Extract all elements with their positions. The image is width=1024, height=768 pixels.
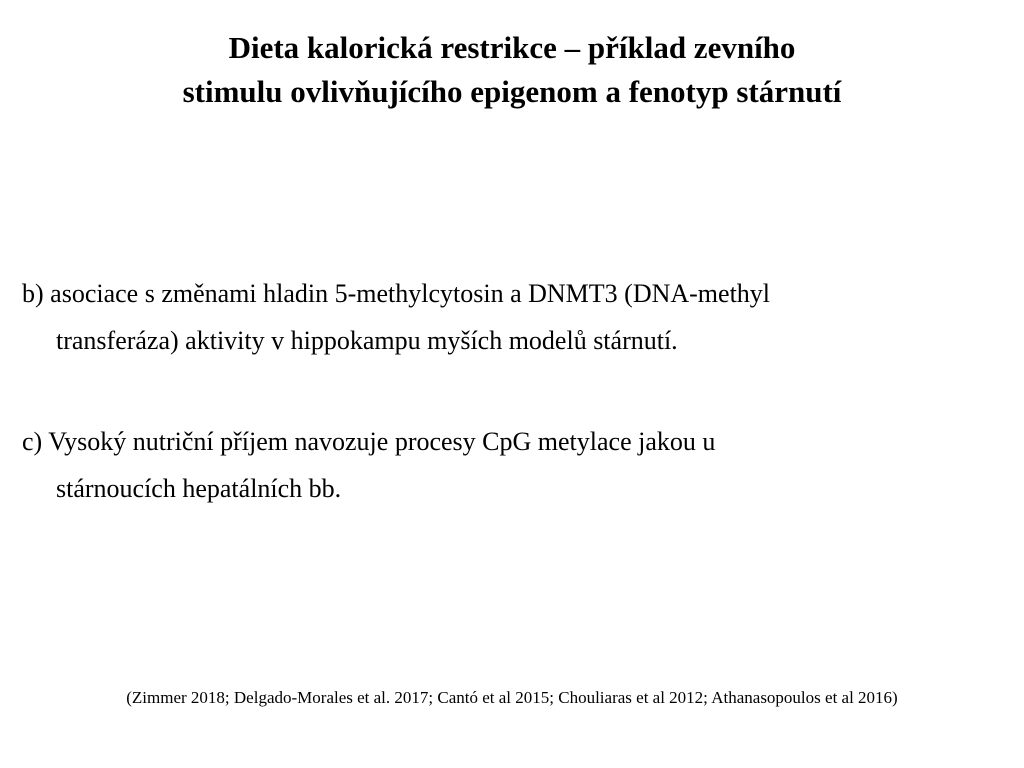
bullet-point-b-line-2: transferáza) aktivity v hippokampu myších modelů stárnutí. — [56, 326, 678, 355]
bullet-point-c — [22, 418, 1012, 512]
bullet-point-c-line-2: stárnoucích hepatálních bb. — [56, 474, 342, 503]
references: (Zimmer 2018; Delgado-Morales et al. 2017; Cantó et al 2015; Chouliaras et al 2012; Athanasopoulos et al 2016) — [126, 688, 898, 707]
bullet-point-c-line-1: c) Vysoký nutriční příjem navozuje procesy CpG metylace jakou u — [22, 427, 716, 456]
slide-title-line-1: Dieta kalorická restrikce – příklad zevního — [228, 30, 796, 65]
bullet-point-b — [22, 270, 1012, 364]
slide-title-line-2: stimulu ovlivňujícího epigenom a fenotyp stárnutí — [182, 74, 842, 109]
bullet-point-b-line-1: b) asociace s změnami hladin 5-methylcytosin a DNMT3 (DNA-methyl — [22, 279, 771, 308]
slide-title — [40, 26, 984, 114]
